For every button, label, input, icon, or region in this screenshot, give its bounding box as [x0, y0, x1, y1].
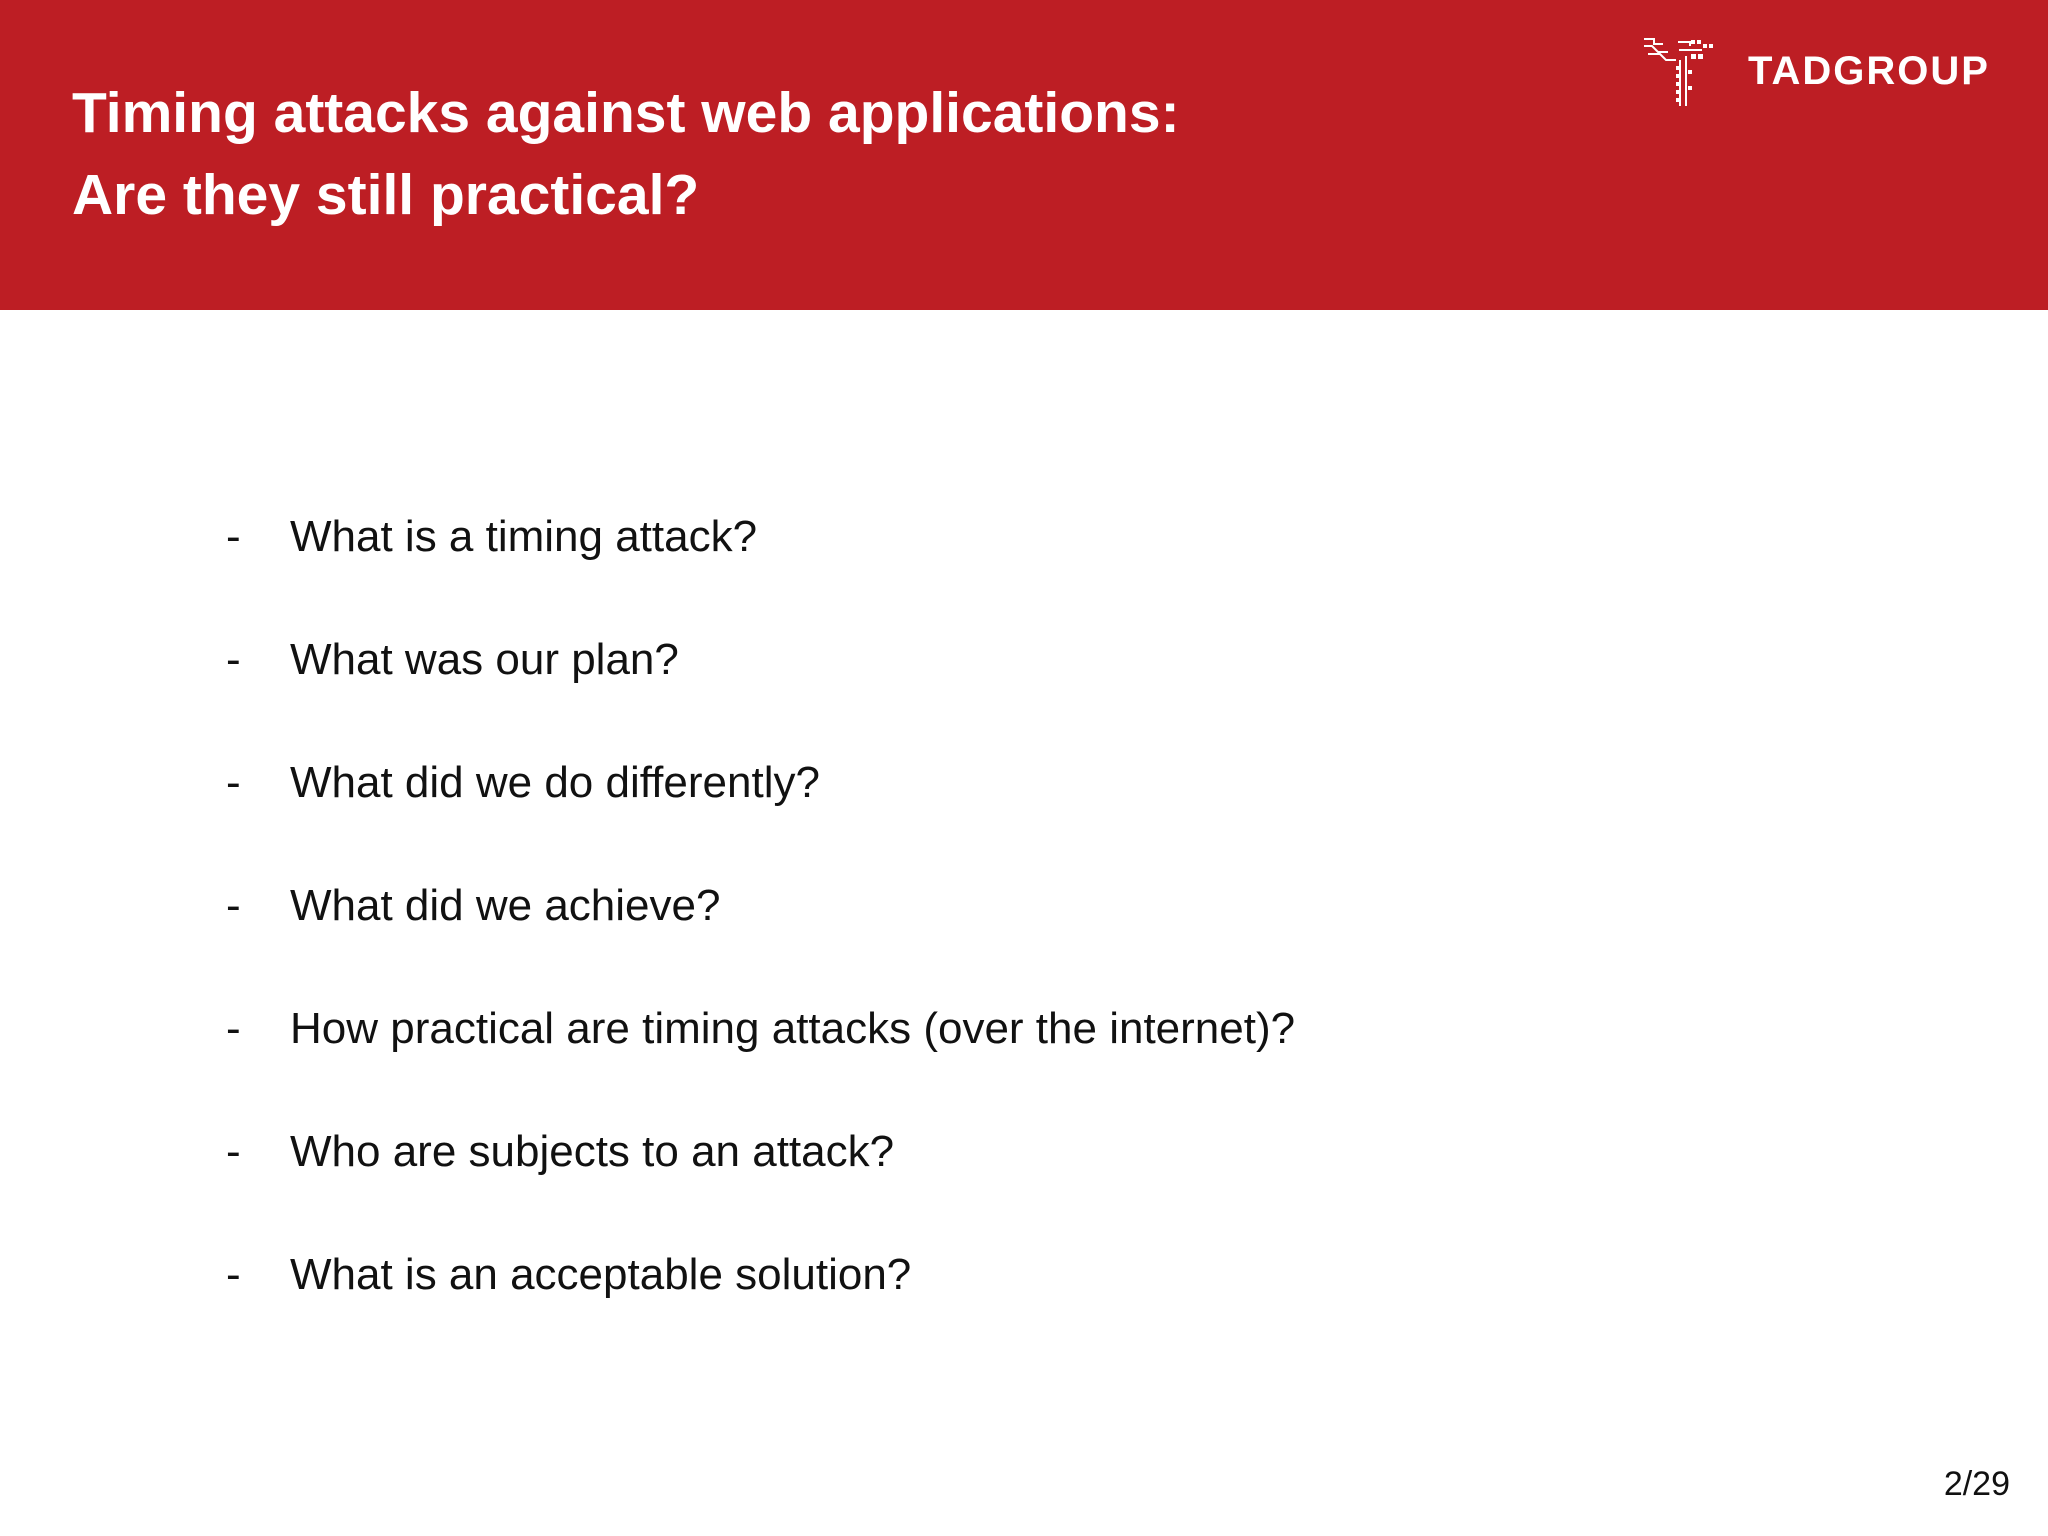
bullet-dash: - [226, 1127, 241, 1176]
bullet-dash: - [226, 881, 241, 930]
agenda-item [220, 746, 1295, 869]
bullet-dash: - [226, 1004, 241, 1053]
page-number: 2/29 [1943, 1465, 2010, 1503]
bullet-dash: - [226, 758, 241, 807]
agenda-item-text: Who are subjects to an attack? [290, 1127, 895, 1176]
agenda-item [220, 992, 1295, 1115]
tadgroup-logo-icon [1640, 32, 1720, 112]
agenda-item [220, 1238, 1295, 1361]
agenda-list [220, 500, 1295, 1361]
agenda-item-text: What is an acceptable solution? [290, 1250, 912, 1299]
logo-wordmark: TADGROUP [1748, 49, 1990, 93]
slide-title-line-2: Are they still practical? [72, 163, 700, 227]
agenda-item [220, 869, 1295, 992]
agenda-item-text: How practical are timing attacks (over the internet)? [290, 1004, 1296, 1053]
agenda-item-text: What was our plan? [290, 635, 679, 684]
slide-title-line-1: Timing attacks against web applications: [72, 81, 1180, 145]
tadgroup-logo [1640, 32, 2020, 112]
agenda-item-text: What is a timing attack? [290, 512, 758, 561]
agenda-item [220, 623, 1295, 746]
agenda-item [220, 1115, 1295, 1238]
bullet-dash: - [226, 512, 241, 561]
agenda-item [220, 500, 1295, 623]
agenda-item-text: What did we achieve? [290, 881, 721, 930]
bullet-dash: - [226, 635, 241, 684]
agenda-item-text: What did we do differently? [290, 758, 820, 807]
bullet-dash: - [226, 1250, 241, 1299]
title-banner [0, 0, 2048, 310]
slide-title [72, 72, 1180, 236]
